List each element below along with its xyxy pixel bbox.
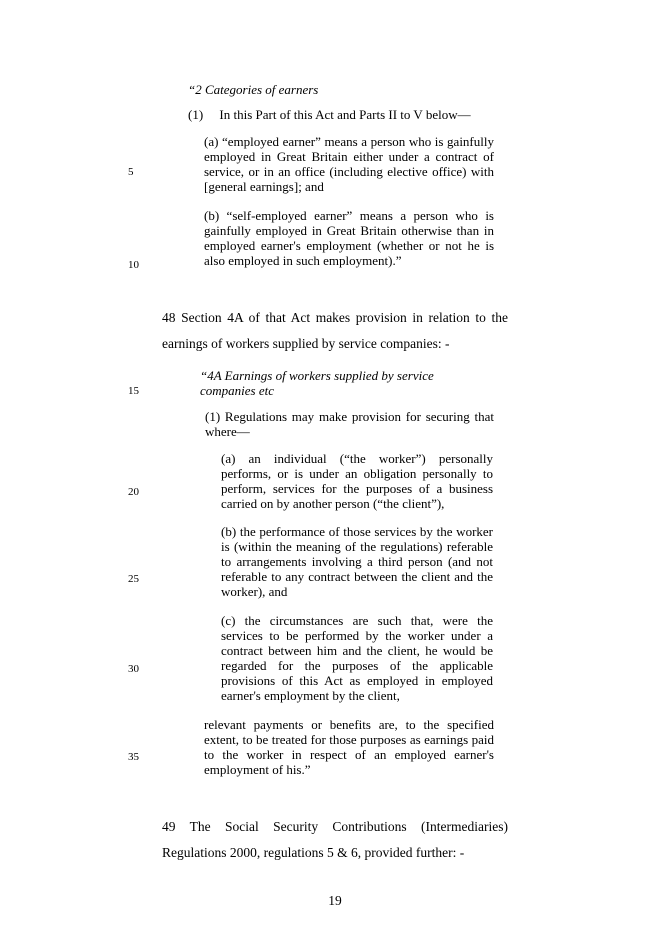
paragraph-49: 49 The Social Security Contributions (Intermediaries) Regulations 2000, regulations 5 & 6, provided further: -: [162, 819, 508, 860]
line-number-30: 30: [128, 663, 139, 675]
section-4a-subsection-1: (1) Regulations may make provision for securing that where—: [205, 409, 494, 439]
page-number: 19: [328, 893, 342, 908]
section-4a-para-c: (c) the circumstances are such that, were the services to be performed by the worker under a contract between him and the client, he would be regarded for the purposes of the applicable provisions of this Act as employed in employed earner's employment by the client,: [221, 613, 493, 703]
section-2-para-a: (a) “employed earner” means a person who is gainfully employed in Great Britain either under a contract of service, or in an office (including elective office) with [general earnings]; and: [204, 134, 494, 194]
line-number-10: 10: [128, 259, 139, 271]
section-4a-heading: “4A Earnings of workers supplied by service companies etc: [200, 368, 434, 398]
line-number-20: 20: [128, 486, 139, 498]
section-2-subsection-1: (1) In this Part of this Act and Parts II to V below—: [188, 107, 471, 122]
section-2-heading: “2 Categories of earners: [188, 82, 319, 97]
section-4a-para-a: (a) an individual (“the worker”) personally performs, or is under an obligation personally to perform, services for the purposes of a business carried on by another person (“the client”),: [221, 451, 493, 511]
section-4a-closing: relevant payments or benefits are, to the specified extent, to be treated for those purposes as earnings paid to the worker in respect of an employed earner's employment of his.”: [204, 717, 494, 777]
line-number-5: 5: [128, 166, 134, 178]
section-2-para-b: (b) “self-employed earner” means a person who is gainfully employed in Great Britain otherwise than in employed earner's employment (whether or not he is also employed in such employment).”: [204, 208, 494, 268]
section-4a-para-b: (b) the performance of those services by the worker is (within the meaning of the regulations) referable to arrangements involving a third person (and not referable to any contract between the client and the worker), and: [221, 524, 493, 599]
line-number-25: 25: [128, 573, 139, 585]
paragraph-48: 48 Section 4A of that Act makes provision in relation to the earnings of workers supplied by service companies: -: [162, 310, 508, 351]
line-number-35: 35: [128, 751, 139, 763]
line-number-15: 15: [128, 385, 139, 397]
